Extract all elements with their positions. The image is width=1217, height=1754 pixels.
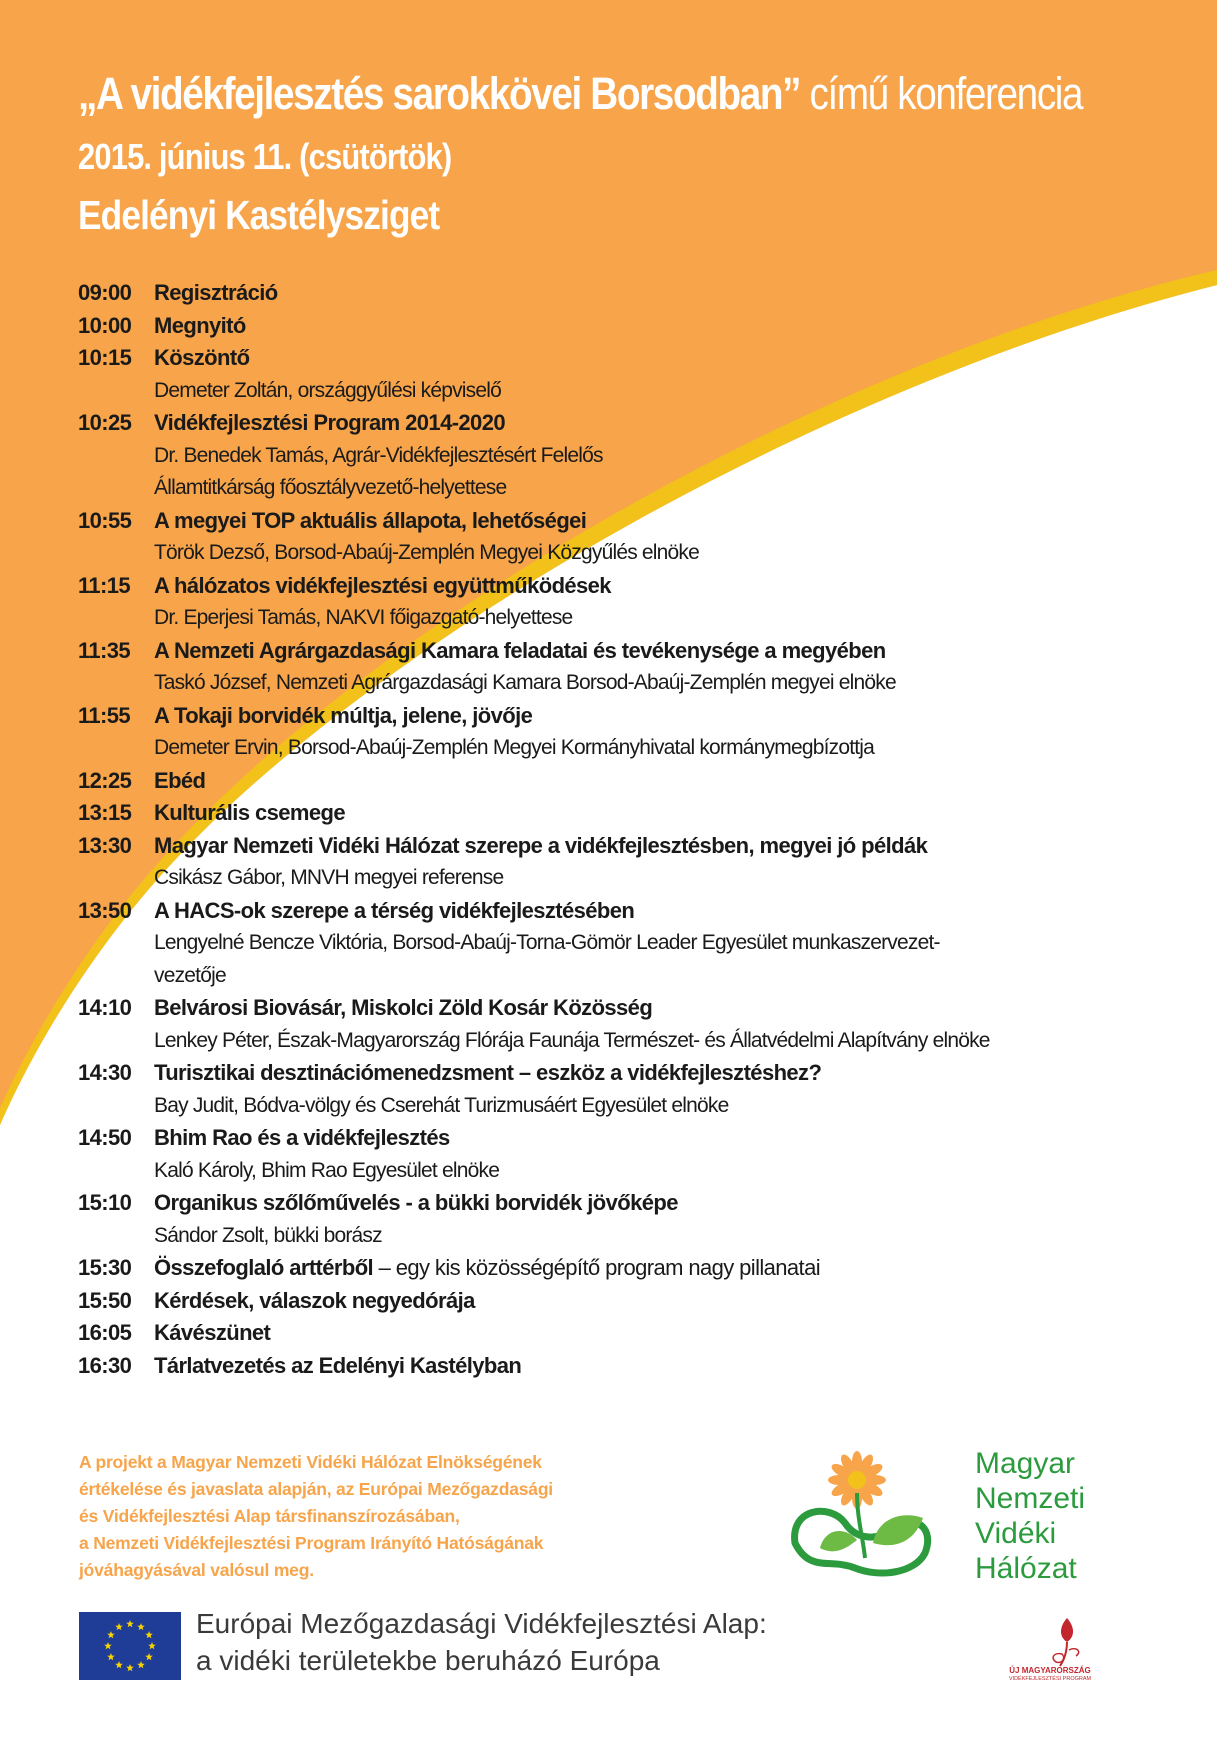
session-title-extra: – egy kis közösségépítő program nagy pillanatai <box>373 1255 820 1281</box>
mnvh-word: Vidéki <box>975 1517 1057 1550</box>
mnvh-word: Hálózat <box>975 1552 1077 1585</box>
session-title <box>154 573 611 599</box>
mnvh-word: Magyar <box>975 1447 1076 1480</box>
program-schedule <box>78 277 1088 1382</box>
session-time: 13:30 <box>78 832 132 858</box>
speaker-line: Dr. Eperjesi Tamás, NAKVI főigazgató-helyettese <box>154 606 573 630</box>
session-title-text: Vidékfejlesztési Program 2014-2020 <box>154 410 505 436</box>
tulip-emblem-icon <box>1032 1614 1102 1670</box>
flower-leaf-logo-icon <box>785 1448 945 1583</box>
session-time: 09:00 <box>78 280 132 306</box>
umvp-subtitle: VIDÉKFEJLESZTÉSI PROGRAM <box>1008 1676 1092 1682</box>
session-title-text: A hálózatos vidékfejlesztési együttműködések <box>154 572 611 598</box>
session-title <box>154 898 634 924</box>
schedule-row <box>78 1122 1088 1155</box>
session-time: 10:00 <box>78 312 132 338</box>
session-title-text: A Nemzeti Agrárgazdasági Kamara feladatai és tevékenysége a megyében <box>154 637 886 663</box>
schedule-row <box>78 992 1088 1025</box>
schedule-row <box>78 895 1088 928</box>
session-title-text: Tárlatvezetés az Edelényi Kastélyban <box>154 1352 522 1378</box>
session-time: 11:55 <box>78 702 131 728</box>
session-title <box>154 1288 475 1314</box>
speaker-line: Sándor Zsolt, bükki borász <box>154 1223 382 1247</box>
eu-flag-icon <box>79 1612 181 1680</box>
session-title-text: Regisztráció <box>154 280 278 306</box>
schedule-row <box>78 1350 1088 1383</box>
session-title-text: Kérdések, válaszok negyedórája <box>154 1287 475 1313</box>
speaker-line: vezetője <box>154 963 226 987</box>
session-title <box>154 1353 521 1379</box>
session-time: 11:15 <box>78 572 131 598</box>
schedule-row <box>78 830 1088 863</box>
speaker-line: Kaló Károly, Bhim Rao Egyesület elnöke <box>154 1158 500 1182</box>
session-title <box>154 345 249 371</box>
session-time: 16:05 <box>78 1320 132 1346</box>
schedule-row <box>78 1285 1088 1318</box>
speaker-line: Demeter Zoltán, országgyűlési képviselő <box>154 378 501 402</box>
schedule-row <box>78 1252 1088 1285</box>
session-time: 11:35 <box>78 637 131 663</box>
session-title <box>154 1190 678 1216</box>
session-title <box>154 638 886 664</box>
schedule-row <box>78 277 1088 310</box>
session-title-text: Turisztikai desztinációmenedzsment – eszköz a vidékfejlesztéshez? <box>154 1060 822 1086</box>
session-time: 15:10 <box>78 1190 132 1216</box>
session-title-text: Megnyitó <box>154 312 246 338</box>
speaker-line: Dr. Benedek Tamás, Agrár-Vidékfejlesztésért Felelős <box>154 443 603 467</box>
session-title <box>154 1125 450 1151</box>
schedule-row <box>78 310 1088 343</box>
speaker-line: Lenkey Péter, Észak-Magyarország Flórája Faunája Természet- és Állatvédelmi Alapítvány elnöke <box>154 1028 990 1052</box>
eu-caption-line: a vidéki területekbe beruházó Európa <box>196 1645 660 1676</box>
session-time: 13:50 <box>78 897 132 923</box>
schedule-row <box>78 407 1088 440</box>
project-statement <box>79 1449 553 1584</box>
schedule-row <box>78 797 1088 830</box>
session-time: 10:55 <box>78 507 132 533</box>
session-time: 12:25 <box>78 767 132 793</box>
title-suffix: című konferencia <box>800 68 1083 119</box>
session-title <box>154 313 246 339</box>
schedule-row <box>78 1057 1088 1090</box>
session-title-text: Összefoglaló arttérből <box>154 1255 374 1281</box>
session-time: 10:15 <box>78 345 132 371</box>
project-line: és Vidékfejlesztési Alap társfinanszírozásában, <box>79 1506 460 1526</box>
session-title <box>154 768 205 794</box>
schedule-row <box>78 635 1088 668</box>
session-time: 10:25 <box>78 410 132 436</box>
session-title <box>154 1320 270 1346</box>
session-title <box>154 703 532 729</box>
schedule-row <box>78 342 1088 375</box>
eu-caption-line: Európai Mezőgazdasági Vidékfejlesztési Alap: <box>196 1608 767 1639</box>
schedule-row <box>78 570 1088 603</box>
session-title-text: Ebéd <box>154 767 206 793</box>
session-title-text: Magyar Nemzeti Vidéki Hálózat szerepe a vidékfejlesztésben, megyei jó példák <box>154 832 928 858</box>
schedule-row <box>78 505 1088 538</box>
conference-date: 2015. június 11. (csütörtök) <box>78 136 452 177</box>
schedule-row <box>78 1187 1088 1220</box>
schedule-row <box>78 700 1088 733</box>
session-time: 14:50 <box>78 1125 132 1151</box>
session-time: 13:15 <box>78 800 132 826</box>
speaker-line: Csikász Gábor, MNVH megyei referense <box>154 866 504 890</box>
conference-header <box>78 68 1217 239</box>
title-main: „A vidékfejlesztés sarokkövei Borsodban” <box>78 68 801 119</box>
session-time: 14:30 <box>78 1060 132 1086</box>
speaker-line: Lengyelné Bencze Viktória, Borsod-Abaúj-Torna-Gömör Leader Egyesület munkaszervezet- <box>154 931 940 955</box>
speaker-line: Bay Judit, Bódva-völgy és Cserehát Turizmusáért Egyesület elnöke <box>154 1093 729 1117</box>
session-title-text: Organikus szőlőművelés - a bükki borvidék jövőképe <box>154 1190 678 1216</box>
project-line: értékelése és javaslata alapján, az Európai Mezőgazdasági <box>79 1479 553 1499</box>
umvp-caption <box>1000 1666 1100 1684</box>
project-line: A projekt a Magyar Nemzeti Vidéki Hálózat Elnökségének <box>79 1452 542 1472</box>
session-title <box>154 833 927 859</box>
session-title-text: A megyei TOP aktuális állapota, lehetőségei <box>154 507 587 533</box>
session-title <box>154 1060 821 1086</box>
conference-venue: Edelényi Kastélysziget <box>78 192 440 238</box>
session-title-text: Bhim Rao és a vidékfejlesztés <box>154 1125 450 1151</box>
session-title-text: Köszöntő <box>154 345 250 371</box>
speaker-line: Államtitkárság főosztályvezető-helyettese <box>154 476 507 500</box>
speaker-line: Török Dezső, Borsod-Abaúj-Zemplén Megyei Közgyűlés elnöke <box>154 541 700 565</box>
session-title-text: A Tokaji borvidék múltja, jelene, jövője <box>154 702 533 728</box>
session-title <box>154 280 278 306</box>
mnvh-word: Nemzeti <box>975 1482 1086 1515</box>
session-title-text: Belvárosi Biovásár, Miskolci Zöld Kosár Közösség <box>154 995 653 1021</box>
session-time: 14:10 <box>78 995 132 1021</box>
session-title <box>154 1255 820 1281</box>
umvp-title: ÚJ MAGYARORSZÁG <box>1009 1666 1091 1675</box>
project-line: a Nemzeti Vidékfejlesztési Program Irányító Hatóságának <box>79 1533 544 1553</box>
conference-title <box>78 68 1082 120</box>
session-title <box>154 995 652 1021</box>
session-time: 16:30 <box>78 1352 132 1378</box>
session-title-text: Kávészünet <box>154 1320 271 1346</box>
session-title <box>154 410 505 436</box>
session-title <box>154 508 586 534</box>
mnvh-wordmark <box>975 1446 1085 1586</box>
speaker-line: Taskó József, Nemzeti Agrárgazdasági Kamara Borsod-Abaúj-Zemplén megyei elnöke <box>154 671 896 695</box>
schedule-row <box>78 765 1088 798</box>
session-title-text: Kulturális csemege <box>154 800 345 826</box>
project-line: jóváhagyásával valósul meg. <box>79 1560 314 1580</box>
session-title <box>154 800 345 826</box>
session-time: 15:30 <box>78 1255 132 1281</box>
speaker-line: Demeter Ervin, Borsod-Abaúj-Zemplén Megyei Kormányhivatal kormánymegbízottja <box>154 736 875 760</box>
session-time: 15:50 <box>78 1287 132 1313</box>
eu-fund-caption <box>196 1605 767 1679</box>
schedule-row <box>78 1317 1088 1350</box>
session-title-text: A HACS-ok szerepe a térség vidékfejlesztésében <box>154 897 635 923</box>
